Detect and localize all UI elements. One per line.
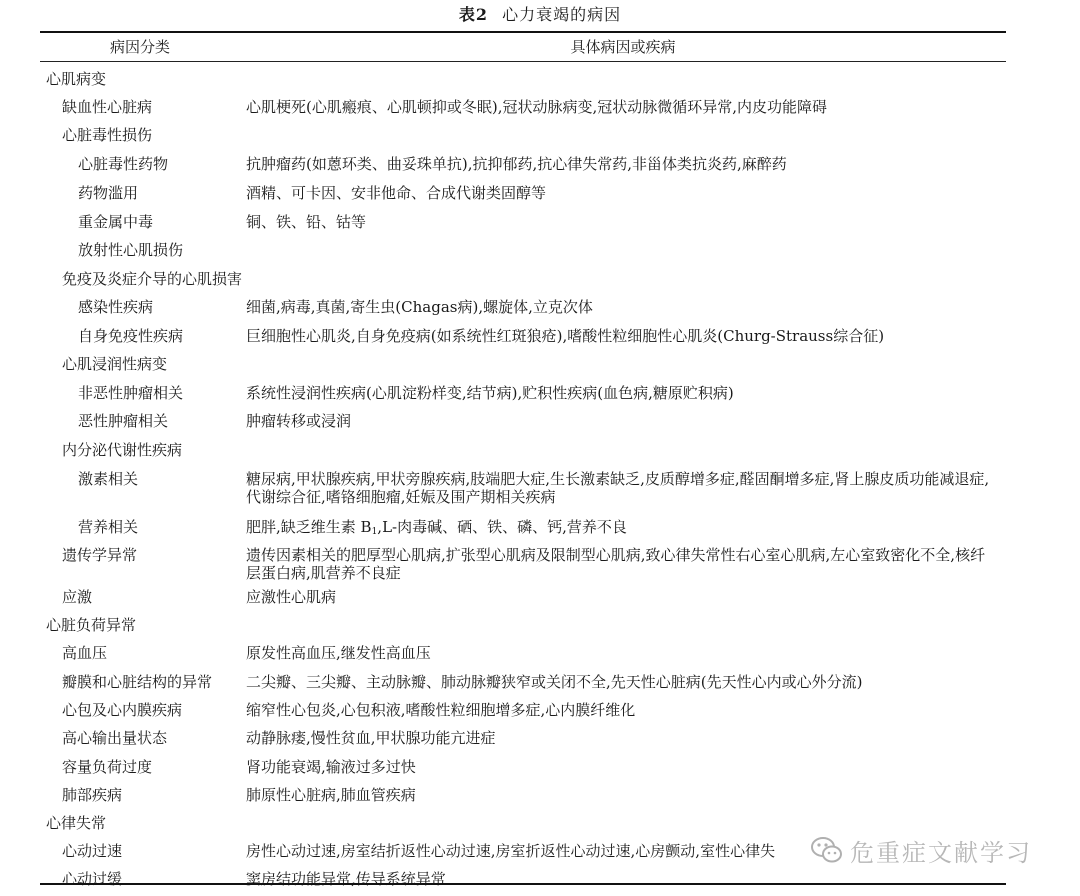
cause-detail: 酒精、可卡因、安非他命、合成代谢类固醇等: [246, 184, 547, 202]
cause-category: 非恶性肿瘤相关: [78, 384, 184, 402]
cause-category: 肺部疾病: [62, 786, 123, 804]
cause-detail: 遗传因素相关的肥厚型心肌病,扩张型心肌病及限制型心肌病,致心律失常性右心室心肌病,左心室致密化不全,核纤层蛋白病,肌营养不良症: [246, 546, 986, 582]
cause-category: 重金属中毒: [78, 213, 154, 231]
cause-category: 高心输出量状态: [62, 729, 168, 747]
header-cause-category: 病因分类: [109, 38, 170, 56]
cause-detail: 房性心动过速,房室结折返性心动过速,房室折返性心动过速,心房颤动,室性心律失: [246, 842, 776, 860]
cause-detail: 肿瘤转移或浸润: [246, 412, 352, 430]
cause-detail: 应激性心肌病: [246, 588, 337, 606]
cause-category: 心动过缓: [62, 870, 123, 888]
cause-category: 放射性心肌损伤: [78, 241, 184, 259]
cause-detail: 糖尿病,甲状腺疾病,甲状旁腺疾病,肢端肥大症,生长激素缺乏,皮质醇增多症,醛固酮增多症,肾上腺皮质功能减退症,代谢综合征,嗜铬细胞瘤,妊娠及围产期相关疾病: [246, 470, 990, 506]
cause-detail: 窦房结功能异常,传导系统异常: [246, 870, 446, 888]
cause-category: 高血压: [62, 644, 108, 662]
table-top-rule: [40, 31, 1006, 33]
cause-detail: 二尖瓣、三尖瓣、主动脉瓣、肺动脉瓣狭窄或关闭不全,先天性心脏病(先天性心内或心外分流): [246, 673, 863, 691]
table-bottom-rule: [40, 883, 1006, 885]
cause-detail: 巨细胞性心肌炎,自身免疫病(如系统性红斑狼疮),嗜酸性粒细胞性心肌炎(Churg-Strauss综合征): [246, 327, 885, 345]
cause-category: 药物滥用: [78, 184, 139, 202]
cause-category: 瓣膜和心脏结构的异常: [62, 673, 213, 691]
cause-category: 感染性疾病: [78, 298, 154, 316]
table-caption: 心力衰竭的病因: [502, 5, 622, 24]
cause-detail: 动静脉瘘,慢性贫血,甲状腺功能亢进症: [246, 729, 496, 747]
cause-category: 缺血性心脏病: [62, 98, 153, 116]
cause-detail: 原发性高血压,继发性高血压: [246, 644, 431, 662]
cause-category: 免疫及炎症介导的心肌损害: [62, 270, 243, 288]
watermark: [810, 834, 1050, 866]
cause-detail: 缩窄性心包炎,心包积液,嗜酸性粒细胞增多症,心内膜纤维化: [246, 701, 636, 719]
cause-category: 内分泌代谢性疾病: [62, 441, 183, 459]
cause-category: 激素相关: [78, 470, 139, 488]
cause-category: 营养相关: [78, 518, 139, 536]
cause-category: 心律失常: [46, 814, 107, 832]
cause-category: 自身免疫性疾病: [78, 327, 184, 345]
cause-category: 心肌病变: [46, 70, 107, 88]
cause-category: 容量负荷过度: [62, 758, 153, 776]
cause-category: 心包及心内膜疾病: [62, 701, 183, 719]
table-header: [40, 35, 1006, 59]
wechat-icon: [810, 835, 844, 865]
cause-category: 心脏毒性损伤: [62, 126, 153, 144]
cause-category: 遗传学异常: [62, 546, 138, 564]
cause-detail: 肥胖,缺乏维生素 $B_1,L-$肉毒碱、硒、铁、磷、钙,营养不良: [246, 518, 627, 537]
cause-detail: 系统性浸润性疾病(心肌淀粉样变,结节病),贮积性疾病(血色病,糖原贮积病): [246, 384, 734, 402]
header-specific-cause: 具体病因或疾病: [570, 38, 676, 56]
cause-category: 心脏毒性药物: [78, 155, 169, 173]
cause-category: 应激: [62, 588, 93, 606]
cause-detail: 抗肿瘤药(如蒽环类、曲妥珠单抗),抗抑郁药,抗心律失常药,非甾体类抗炎药,麻醉药: [246, 155, 787, 173]
cause-detail: 心肌梗死(心肌瘢痕、心肌顿抑或冬眠),冠状动脉病变,冠状动脉微循环异常,内皮功能障碍: [246, 98, 828, 116]
cause-detail: 细菌,病毒,真菌,寄生虫(Chagas病),螺旋体,立克次体: [246, 298, 593, 316]
cause-category: 恶性肿瘤相关: [78, 412, 169, 430]
table-title: [0, 4, 1080, 26]
watermark-text: 危重症文献学习: [850, 838, 1032, 867]
cause-category: 心脏负荷异常: [46, 616, 137, 634]
cause-category: 心动过速: [62, 842, 123, 860]
cause-detail: 铜、铁、铅、钴等: [246, 213, 367, 231]
cause-category: 心肌浸润性病变: [62, 355, 168, 373]
table-header-rule: [40, 61, 1006, 62]
table-number: 表2: [458, 5, 489, 24]
cause-detail: 肺原性心脏病,肺血管疾病: [246, 786, 416, 804]
cause-detail: 肾功能衰竭,输液过多过快: [246, 758, 416, 776]
